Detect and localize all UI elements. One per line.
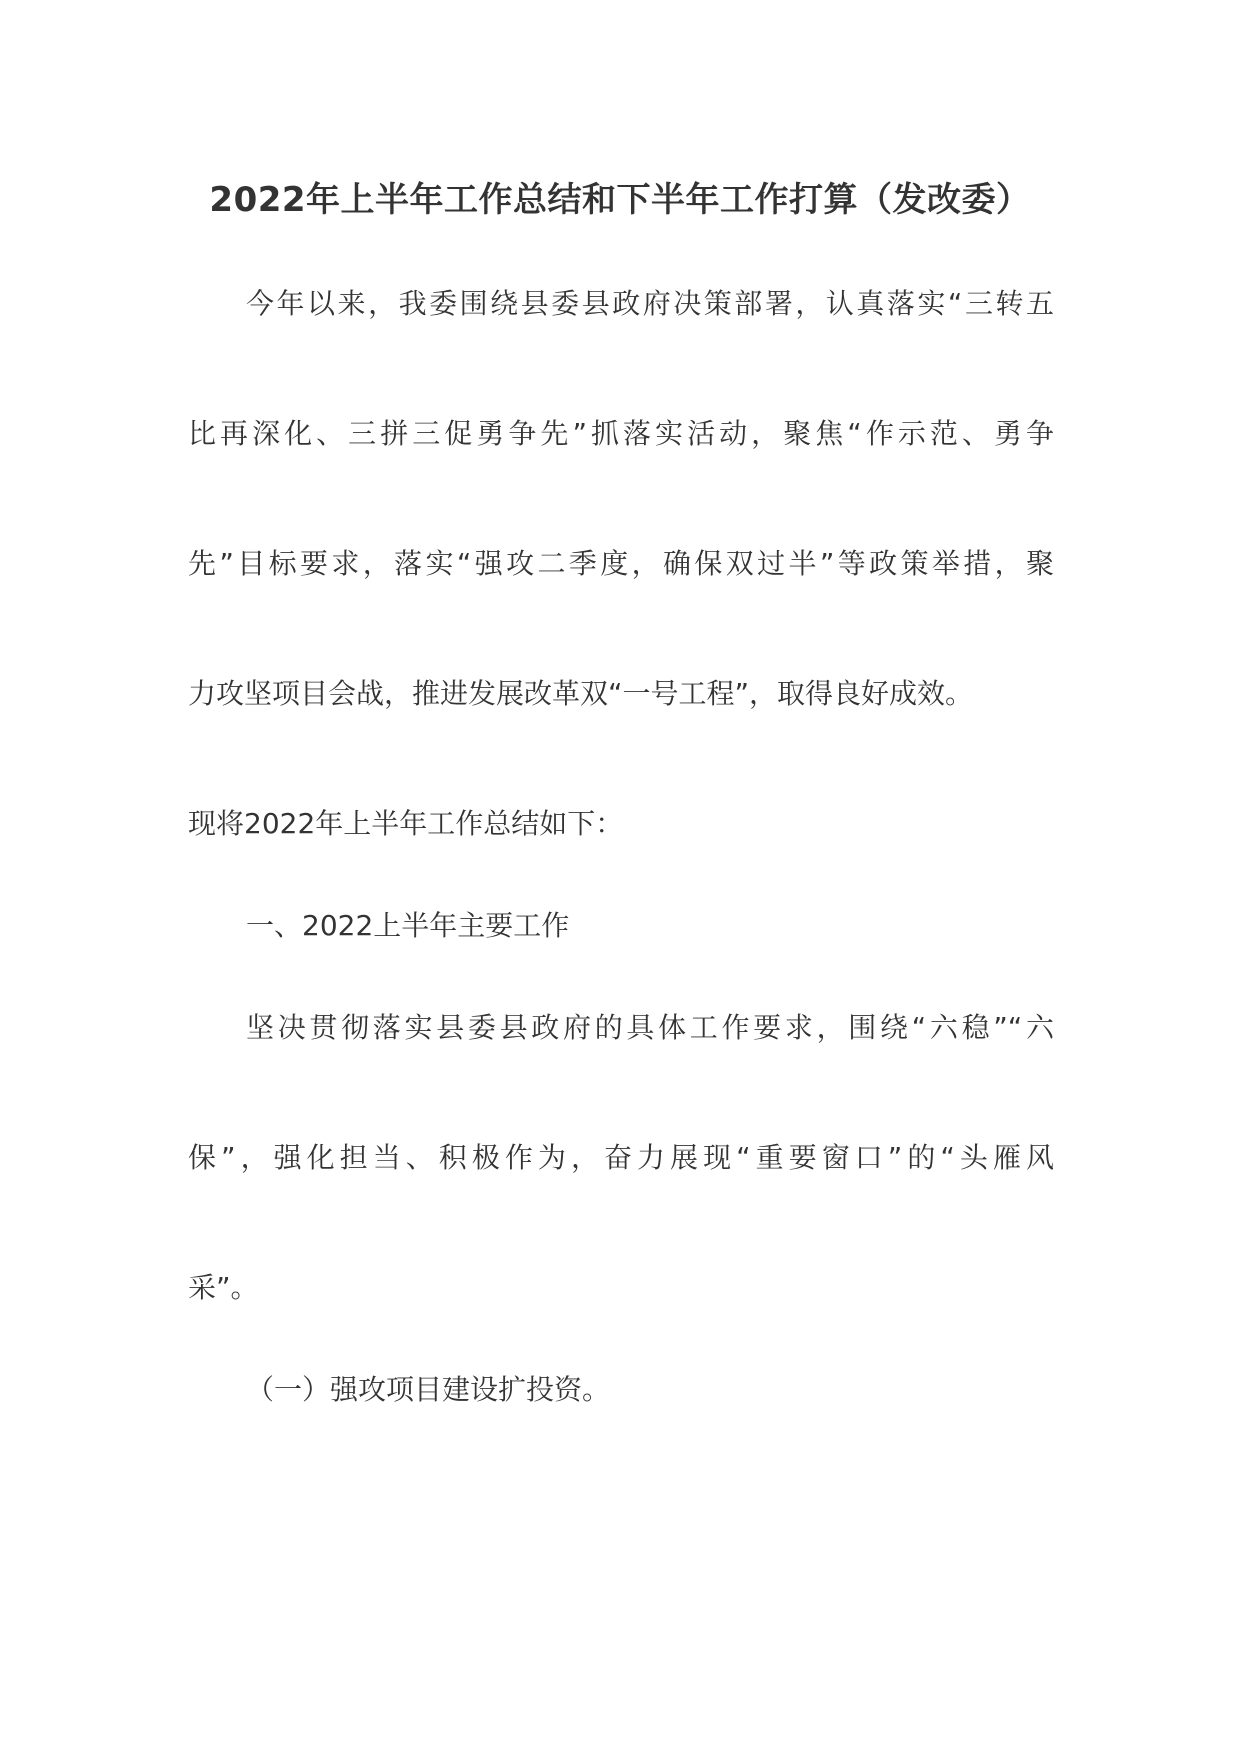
paragraph-line: 现将2022年上半年工作总结如下： [188,807,624,840]
paragraph-line: 先”目标要求，落实“强攻二季度，确保双过半”等政策举措，聚 [188,547,1054,580]
paragraph-line: 力攻坚项目会战，推进发展改革双“一号工程”，取得良好成效。 [188,677,974,710]
paragraph-line: 采”。 [188,1271,259,1304]
document-title: 2022年上半年工作总结和下半年工作打算（发改委） [209,180,1031,220]
section-heading: 一、2022上半年主要工作 [246,909,570,942]
paragraph-line: 今年以来，我委围绕县委县政府决策部署，认真落实“三转五 [246,287,1054,320]
subsection-heading: （一）强攻项目建设扩投资。 [246,1373,611,1406]
paragraph-line: 保”，强化担当、积极作为，奋力展现“重要窗口”的“头雁风 [188,1141,1054,1174]
paragraph-line: 比再深化、三拼三促勇争先”抓落实活动，聚焦“作示范、勇争 [188,417,1054,450]
paragraph-line: 坚决贯彻落实县委县政府的具体工作要求，围绕“六稳”“六 [246,1011,1054,1044]
